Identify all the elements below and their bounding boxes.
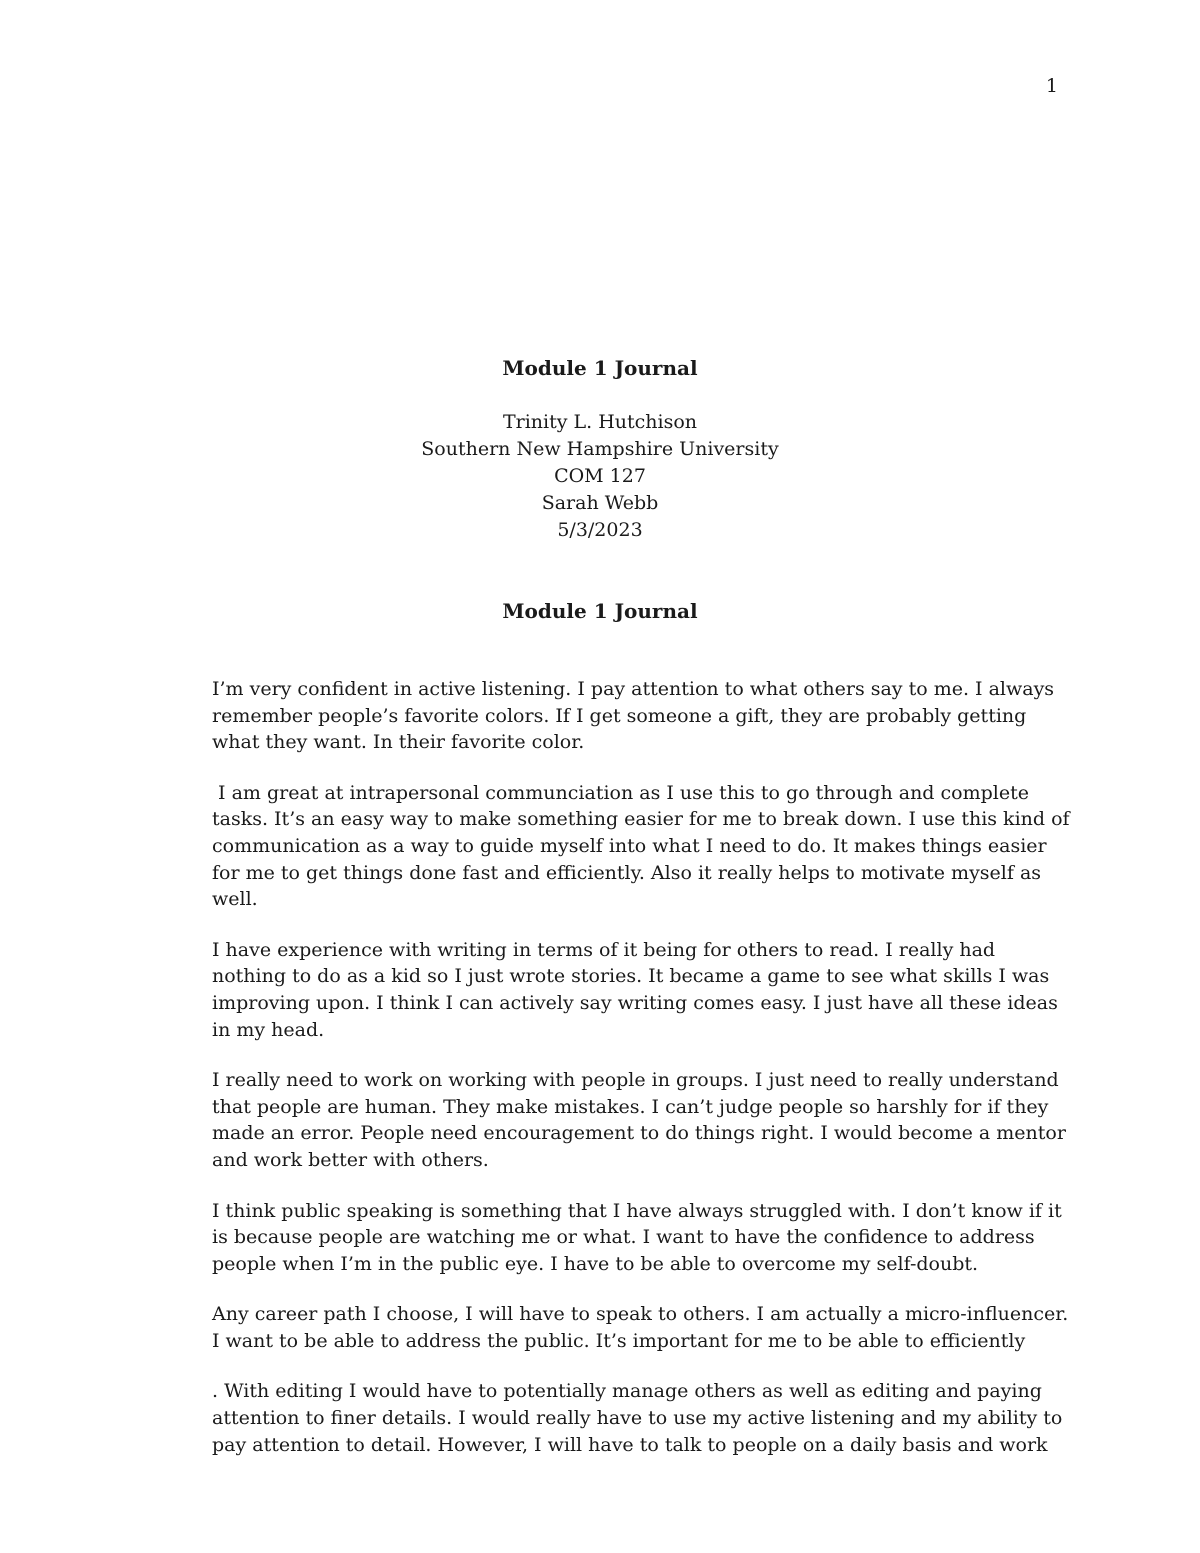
author-name: Trinity L. Hutchison [502, 411, 698, 433]
body-paragraph: I think public speaking is something that I have always struggled with. I don’t know if it is because people are watching me or what. I want to have the confidence to address people when I’m in the public eye. I have to be able to overcome my self-doubt. [212, 1199, 1068, 1275]
course-code: COM 127 [554, 465, 646, 487]
body-paragraph: I’m very confident in active listening. I pay attention to what others say to me. I always remember people’s favorite colors. If I get someone a gift, they are probably getting what they want. In their favorite color. [212, 678, 1061, 754]
document-title: Module 1 Journal [502, 356, 698, 380]
institution-name: Southern New Hampshire University [421, 438, 779, 460]
body-text [212, 676, 1076, 1482]
page-number: 1 [1045, 75, 1058, 97]
body-paragraph: I am great at intrapersonal communciation as I use this to go through and complete tasks. It’s an easy way to make something easier for me to break down. I use this kind of communication as a way to guide myself into what I need to do. It makes things easier for me to get things done fast and efficiently. Also it really helps to motivate myself as well. [212, 781, 1076, 911]
instructor-name: Sarah Webb [541, 492, 659, 514]
document-date: 5/3/2023 [557, 519, 643, 541]
body-paragraph: I have experience with writing in terms of it being for others to read. I really had nothing to do as a kid so I just wrote stories. It became a game to see what skills I was improving upon. I think I can actively say writing comes easy. I just have all these ideas in my head. [212, 938, 1064, 1041]
body-paragraph: . With editing I would have to potentially manage others as well as editing and paying attention to finer details. I would really have to use my active listening and my ability to pay attention to detail. However, I will have to talk to people on a daily basis and work [212, 1380, 1069, 1456]
body-paragraph: I really need to work on working with people in groups. I just need to really understand that people are human. They make mistakes. I can’t judge people so harshly for if they made an error. People need encouragement to do things right. I would become a mentor and work better with others. [212, 1069, 1072, 1171]
body-paragraph: Any career path I choose, I will have to speak to others. I am actually a micro-influencer. I want to be able to address the public. It’s important for me to be able to efficiently [212, 1303, 1075, 1352]
body-title: Module 1 Journal [502, 599, 698, 623]
title-page-block [0, 355, 1200, 544]
